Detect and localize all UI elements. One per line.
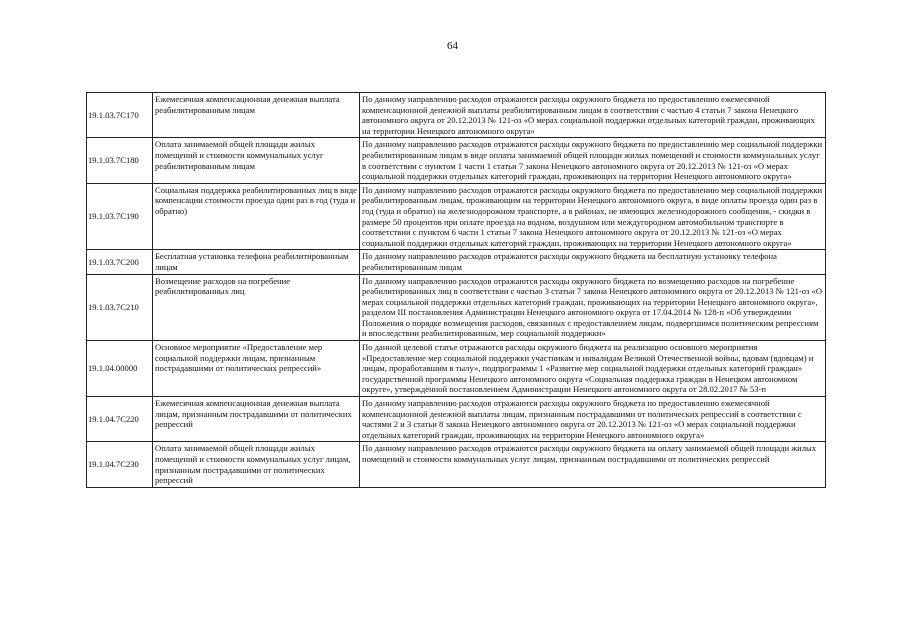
table-row	[87, 183, 826, 250]
row-description: По данному направлению расходов отражаются расходы окружного бюджета по предоставлению ежемесячной компенсационной денежной выплаты реабилитированным лицам в соответствии с частью 4 статьи 7 закона Ненецкого автономного округа от 20.12.2013 № 121-оз «О мерах социальной поддержки отдельных категорий граждан, проживающих на территории Ненецкого автономного округа»	[360, 93, 826, 138]
budget-classification-table	[86, 92, 826, 488]
table-row	[87, 442, 826, 487]
row-name: Основное мероприятие «Предоставление мер социальной поддержки лицам, признанным пострадавшими от политических репрессий»	[153, 341, 360, 397]
row-code: 19.1.03.7С170	[87, 93, 153, 138]
page-number: 64	[447, 40, 458, 52]
row-code: 19.1.03.7С210	[87, 274, 153, 341]
row-description: По данному направлению расходов отражаются расходы окружного бюджета по предоставлению мер социальной поддержки реабилитированным лицам в виде оплаты занимаемой общей площади жилых помещений и стоимости коммунальных услуг в соответствии с пунктом 1 части 1 статьи 7 закона Ненецкого автономного округа от 20.12.2013 № 121-оз «О мерах социальной поддержки отдельных категорий граждан, проживающих на территории Ненецкого автономного округа»	[360, 138, 826, 183]
row-code: 19.1.04.7С230	[87, 442, 153, 487]
row-code: 19.1.03.7С180	[87, 138, 153, 183]
row-description: По данному направлению расходов отражаются расходы окружного бюджета на бесплатную установку телефона реабилитированным лицам	[360, 250, 826, 274]
row-name: Оплата занимаемой общей площади жилых помещений и стоимости коммунальных услуг реабилитированным лицам	[153, 138, 360, 183]
row-code: 19.1.04.7С220	[87, 397, 153, 442]
row-description: По данной целевой статье отражаются расходы окружного бюджета на реализацию основного мероприятия «Предоставление мер социальной поддержки участникам и инвалидам Великой Отечественной войны, вдовам (вдовцам) и лицам, проработавшим в тылу», подпрограммы 1 «Развитие мер социальной поддержки отдельных категорий граждан» государственной программы Ненецкого автономного округа «Социальная поддержка граждан в Ненецком автономном округе», утверждённой постановлением Администрации Ненецкого автономного округа от 28.02.2017 № 53-п	[360, 341, 826, 397]
row-name: Ежемесячная компенсационная денежная выплата реабилитированным лицам	[153, 93, 360, 138]
row-description: По данному направлению расходов отражаются расходы окружного бюджета по предоставлению мер социальной поддержки реабилитированным лицам, проживающим на территории Ненецкого автономного округа, в виде оплаты проезда один раз в год (туда и обратно) на железнодорожном транспорте, а в районах, не имеющих железнодорожного сообщения, - скидки в размере 50 процентов при оплате проезда на водном, воздушном или междугородном автомобильном транспорте в соответствии с пунктом 6 части 1 статьи 7 закона Ненецкого автономного округа от 20.12.2013 № 121-оз «О мерах социальной поддержки отдельных категорий граждан, проживающих на территории Ненецкого автономного округа»	[360, 183, 826, 250]
row-name: Бесплатная установка телефона реабилитированным лицам	[153, 250, 360, 274]
table-row	[87, 341, 826, 397]
row-code: 19.1.03.7С200	[87, 250, 153, 274]
table-row	[87, 138, 826, 183]
table-row	[87, 93, 826, 138]
table-row	[87, 397, 826, 442]
row-description: По данному направлению расходов отражаются расходы окружного бюджета по возмещению расходов на погребение реабилитированных лиц в соответствии с частью 3 статьи 7 закона Ненецкого автономного округа от 20.12.2013 № 121-оз «О мерах социальной поддержки отдельных категорий граждан, проживающих на территории Ненецкого автономного округа», разделом III постановления Администрации Ненецкого автономного округа от 17.04.2014 № 128-п «Об утверждении Положения о порядке возмещения расходов, связанных с предоставлением лицам, подвергшимся политическим репрессиям и впоследствии реабилитированным, мер социальной поддержки»	[360, 274, 826, 341]
row-code: 19.1.03.7С190	[87, 183, 153, 250]
row-name: Оплата занимаемой общей площади жилых помещений и стоимости коммунальных услуг лицам, признанным пострадавшими от политических репрессий	[153, 442, 360, 487]
row-description: По данному направлению расходов отражаются расходы окружного бюджета по предоставлению ежемесячной компенсационной денежной выплаты лицам, признанным пострадавшими от политических репрессий в соответствии с частями 2 и 3 статьи 8 закона Ненецкого автономного округа от 20.12.2013 № 121-оз «О мерах социальной поддержки отдельных категорий граждан, проживающих на территории Ненецкого автономного округа»	[360, 397, 826, 442]
row-name: Ежемесячная компенсационная денежная выплата лицам, признанным пострадавшими от политических репрессий	[153, 397, 360, 442]
row-description: По данному направлению расходов отражаются расходы окружного бюджета на оплату занимаемой общей площади жилых помещений и стоимости коммунальных услуг лицам, признанным пострадавшими от политических репрессий	[360, 442, 826, 487]
row-name: Возмещение расходов на погребение реабилитированных лиц	[153, 274, 360, 341]
row-name: Социальная поддержка реабилитированных лиц в виде компенсации стоимости проезда один раз в год (туда и обратно)	[153, 183, 360, 250]
table-row	[87, 274, 826, 341]
row-code: 19.1.04.00000	[87, 341, 153, 397]
table-row	[87, 250, 826, 274]
